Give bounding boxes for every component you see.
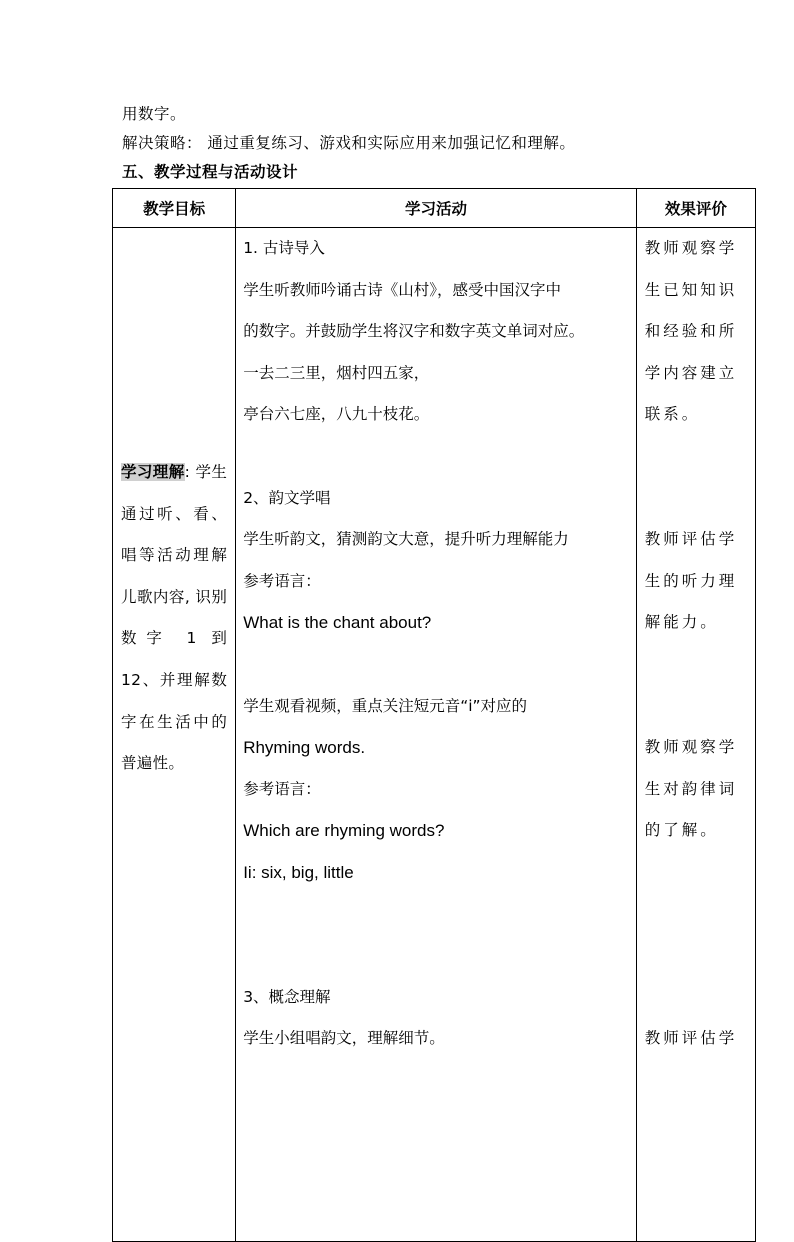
- table-header-row: [113, 189, 756, 228]
- evaluation-line: 解能力。: [644, 613, 719, 632]
- evaluation-line: 和经验和所: [644, 322, 738, 341]
- evaluation-line: [645, 852, 755, 894]
- activity-line: 3、概念理解: [243, 987, 331, 1006]
- activity-line: [243, 935, 636, 977]
- goal-text: [121, 452, 227, 785]
- evaluation-line: [645, 977, 755, 1019]
- evaluation-line: 教师评估学: [644, 530, 738, 549]
- evaluation-line: 生对韵律词: [644, 779, 738, 798]
- activity-cell: [236, 228, 637, 1242]
- evaluation-line: [645, 436, 755, 478]
- activity-line: Which are rhyming words?: [243, 821, 445, 841]
- activity-line: [243, 436, 636, 478]
- evaluation-line: 的了解。: [644, 821, 719, 840]
- activity-line: 学生听韵文，猜测韵文大意，提升听力理解能力: [243, 530, 569, 549]
- intro-line-1: 用数字。: [122, 105, 187, 123]
- activity-line: 一去二三里，烟村四五家，: [243, 363, 430, 382]
- evaluation-line: [645, 686, 755, 728]
- evaluation-line: 教师观察学: [644, 239, 738, 257]
- evaluation-line: 学内容建立: [644, 363, 738, 382]
- evaluation-line: 联系。: [644, 405, 701, 424]
- activity-line: [243, 644, 636, 686]
- evaluation-line: 教师评估学: [644, 1029, 738, 1048]
- activity-line: Ii: six, big, little: [243, 862, 354, 882]
- evaluation-line: [645, 478, 755, 520]
- header-activity: 学习活动: [236, 189, 637, 228]
- evaluation-line: [645, 644, 755, 686]
- evaluation-line: 生已知知识: [644, 280, 738, 299]
- evaluation-cell: [636, 228, 755, 1242]
- goal-body: : 学生通过听、看、唱等活动理解儿歌内容, 识别数字 1 到 12、并理解数字在生活中的普遍性。: [121, 463, 228, 773]
- activity-line: 的数字。并鼓励学生将汉字和数字英文单词对应。: [243, 322, 585, 341]
- activity-line: [243, 894, 636, 936]
- evaluation-line: [645, 894, 755, 936]
- goal-highlight: 学习理解: [121, 463, 185, 481]
- activity-line: 学生观看视频，重点关注短元音“i”对应的: [243, 696, 528, 715]
- activity-line: 参考语言：: [243, 779, 321, 798]
- activity-line: 2、韵文学唱: [243, 488, 331, 507]
- activity-line: What is the chant about?: [243, 613, 432, 633]
- lesson-process-table: [112, 188, 756, 1242]
- table-row: [113, 228, 756, 1242]
- evaluation-line: 教师观察学: [644, 738, 738, 757]
- activity-line: 亭台六七座，八九十枝花。: [243, 405, 430, 424]
- activity-line: 学生听教师吟诵古诗《山村》，感受中国汉字中: [243, 280, 561, 299]
- evaluation-line: 生的听力理: [644, 571, 738, 590]
- header-goal: 教学目标: [113, 189, 236, 228]
- goal-cell: [113, 228, 236, 1242]
- activity-line: 参考语言：: [243, 571, 321, 590]
- activity-line: 学生小组唱韵文，理解细节。: [243, 1029, 445, 1048]
- header-evaluation: 效果评价: [636, 189, 755, 228]
- intro-text: [122, 100, 762, 187]
- intro-line-2: 解决策略： 通过重复练习、游戏和实际应用来加强记忆和理解。: [122, 134, 576, 152]
- section-heading: 五、教学过程与活动设计: [122, 163, 299, 181]
- activity-line: 1. 古诗导入: [243, 239, 325, 257]
- activity-line: Rhyming words.: [243, 738, 366, 758]
- evaluation-line: [645, 935, 755, 977]
